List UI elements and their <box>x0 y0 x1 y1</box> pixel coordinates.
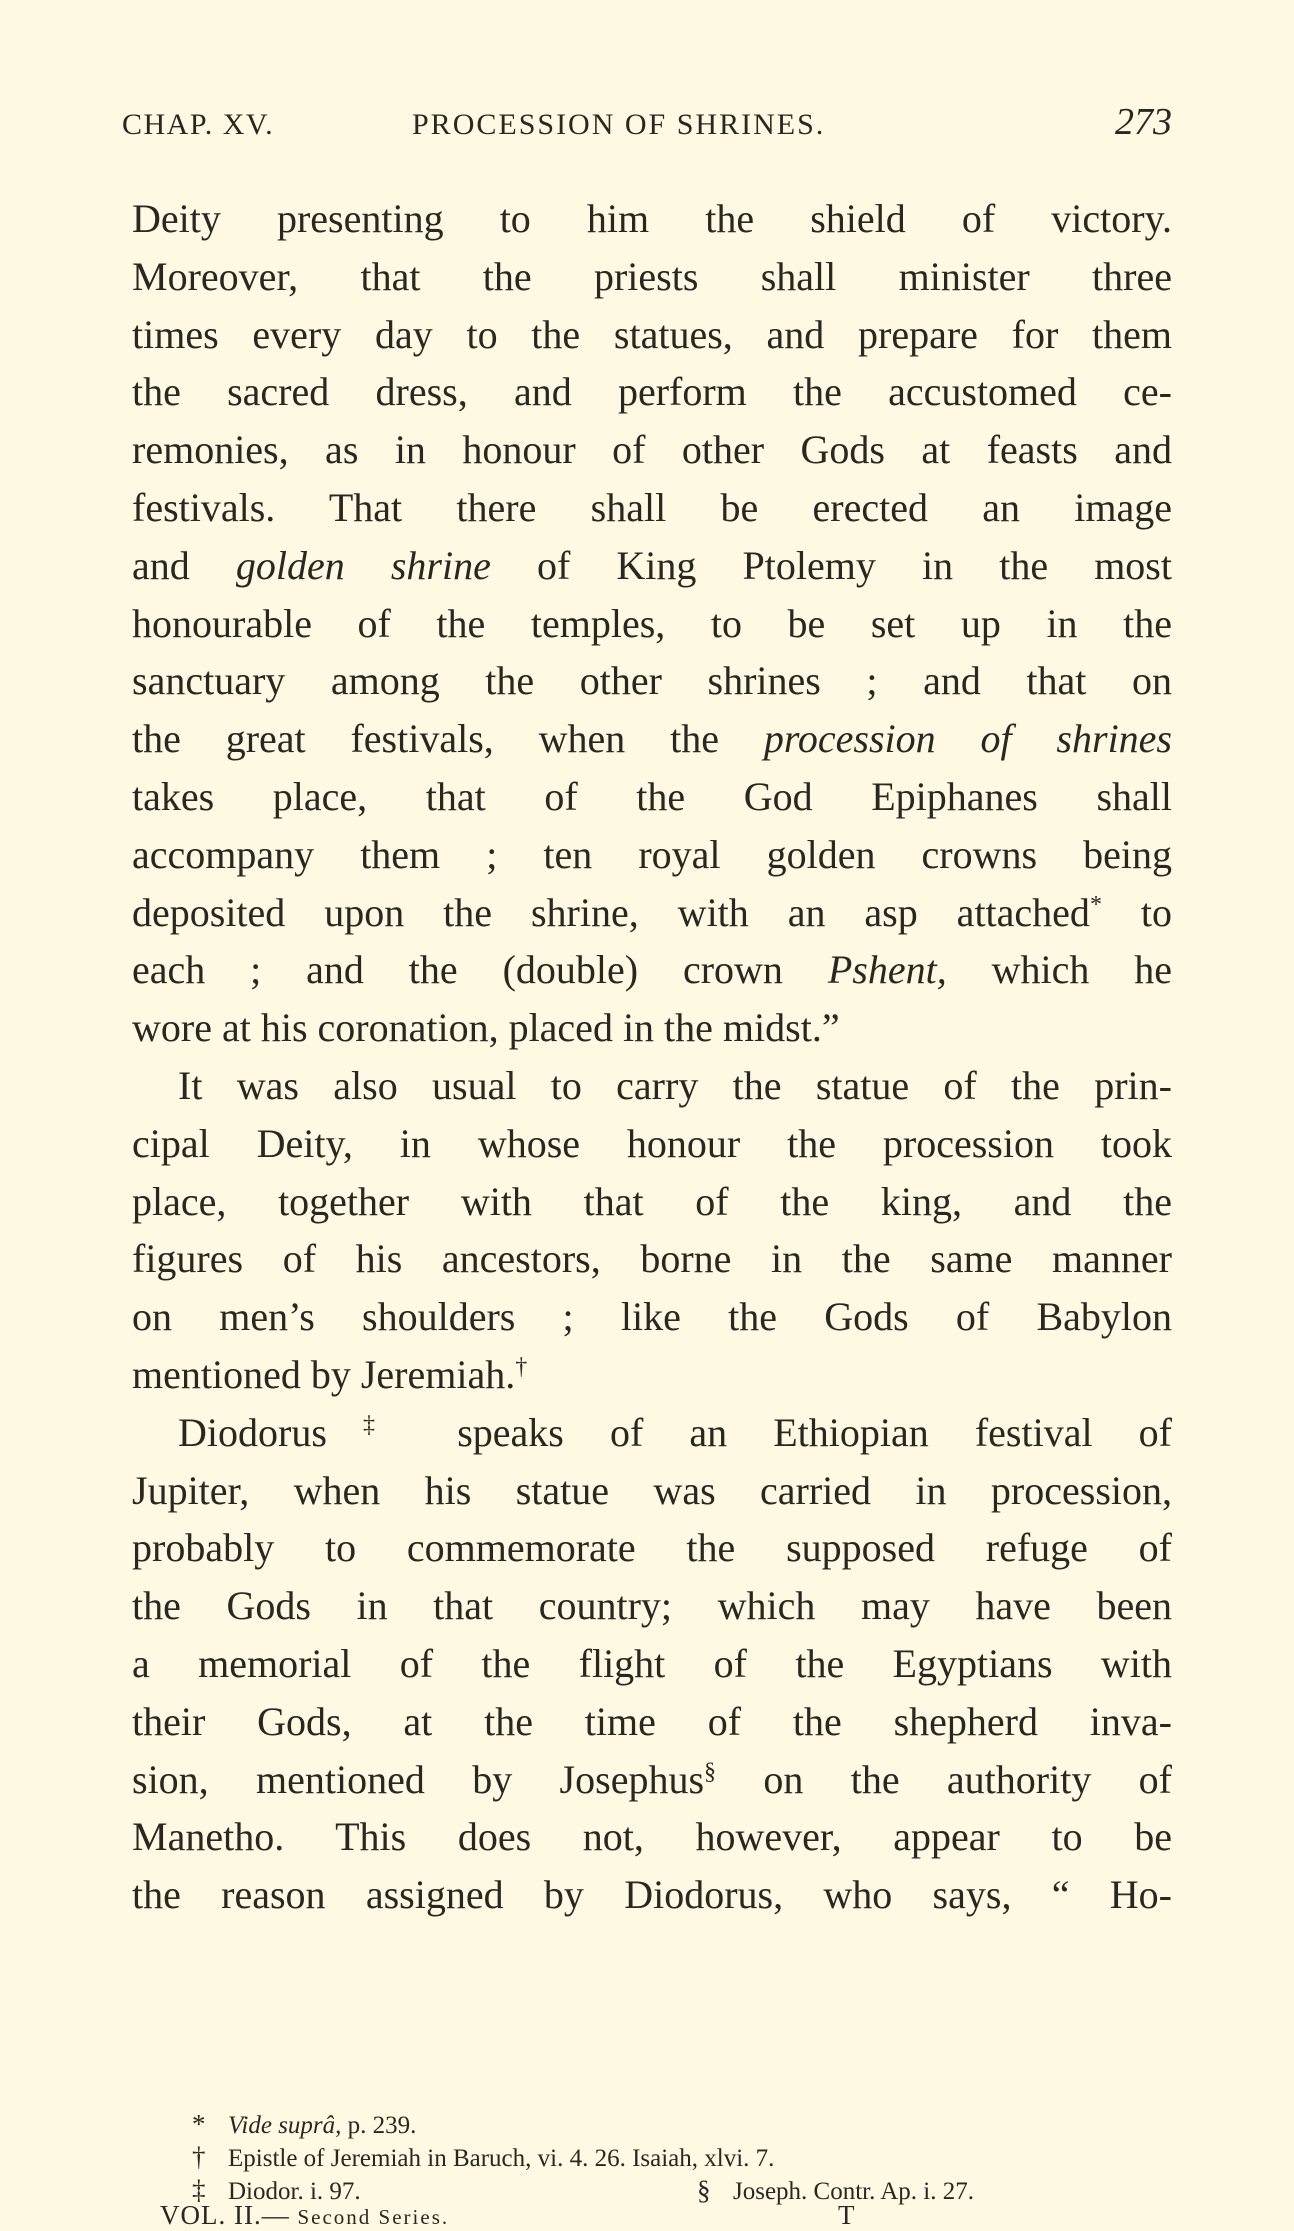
text-line <box>132 1057 1172 1115</box>
text-run: cipal Deity, in whose honour the procession took <box>132 1120 1172 1166</box>
text-line <box>132 826 1172 884</box>
text-line <box>132 1115 1172 1173</box>
footnote-1-italic: Vide suprâ, <box>228 2112 342 2139</box>
text-line <box>132 363 1172 421</box>
footnote-1 <box>192 2108 416 2140</box>
volume-label: VOL. II.— <box>160 2200 290 2230</box>
text-run: Diodorus <box>178 1409 327 1455</box>
footnote-1-text: p. 239. <box>341 2112 417 2139</box>
text-line <box>132 768 1172 826</box>
footnote-2 <box>192 2141 774 2173</box>
text-line <box>132 1173 1172 1231</box>
text-run: the sacred dress, and perform the accustomed ce- <box>132 369 1172 415</box>
text-line <box>132 1288 1172 1346</box>
text-line <box>132 1346 1172 1404</box>
text-run: their Gods, at the time of the shepherd inva- <box>132 1698 1172 1744</box>
text-run: remonies, as in honour of other Gods at feasts and <box>132 427 1172 473</box>
footnote-4-mark: § <box>697 2175 711 2205</box>
text-run: place, together with that of the king, and the <box>132 1178 1172 1224</box>
text-line <box>132 190 1172 248</box>
volume-signature <box>160 2200 860 2231</box>
text-run: each ; and the (double) crown <box>132 947 828 993</box>
text-line <box>132 1519 1172 1577</box>
text-line <box>132 595 1172 653</box>
text-run: takes place, that of the God Epiphanes shall <box>132 773 1172 819</box>
text-run: sion, mentioned by Josephus <box>132 1756 705 1802</box>
text-run: honourable of the temples, to be set up in the <box>132 600 1172 646</box>
text-line <box>132 1693 1172 1751</box>
text-run: Manetho. This does not, however, appear to be <box>132 1814 1172 1860</box>
text-run: which he <box>946 947 1172 993</box>
page-number: 273 <box>1115 101 1172 143</box>
italic-text: Pshent, <box>827 947 947 993</box>
text-run: deposited upon the shrine, with an asp attached <box>132 889 1090 935</box>
text-line <box>132 941 1172 999</box>
footnote-ref: ‡ <box>326 1411 412 1438</box>
text-line <box>132 652 1172 710</box>
footnote-ref: § <box>704 1758 717 1785</box>
text-run: speaks of an Ethiopian festival of <box>411 1409 1172 1455</box>
text-run: a memorial of the flight of the Egyptians with <box>132 1640 1172 1686</box>
text-run: festivals. That there shall be erected an image <box>132 484 1172 530</box>
text-run: and <box>132 542 236 588</box>
text-run: figures of his ancestors, borne in the same manner <box>132 1236 1172 1282</box>
text-run: Deity presenting to him the shield of victory. <box>132 196 1172 241</box>
footnote-3-text: Diodor. i. 97. <box>228 2178 361 2205</box>
footnote-ref: * <box>1089 891 1102 918</box>
italic-text: golden shrine <box>235 542 491 588</box>
text-line <box>132 248 1172 306</box>
series-label: Second Series. <box>297 2205 450 2229</box>
footnote-1-mark: * <box>192 2109 206 2139</box>
footnote-2-text: Epistle of Jeremiah in Baruch, vi. 4. 26. Isaiah, xlvi. 7. <box>228 2145 775 2172</box>
text-run: the reason assigned by Diodorus, who says, “ Ho- <box>132 1872 1172 1918</box>
footnote-4-text: Joseph. Contr. Ap. i. 27. <box>733 2178 974 2205</box>
text-line <box>132 999 1172 1057</box>
running-title: PROCESSION OF SHRINES. <box>412 108 826 141</box>
text-run: of King Ptolemy in the most <box>490 542 1172 588</box>
text-run: on the authority of <box>716 1756 1172 1802</box>
text-run: the Gods in that country; which may have been <box>132 1583 1172 1629</box>
text-line <box>132 1230 1172 1288</box>
text-run: sanctuary among the other shrines ; and that on <box>132 658 1172 704</box>
text-run: Moreover, that the priests shall minister three <box>132 253 1172 299</box>
text-run: to <box>1101 889 1172 935</box>
text-line <box>132 1751 1172 1809</box>
text-line <box>132 537 1172 595</box>
text-run: accompany them ; ten royal golden crowns being <box>132 831 1172 877</box>
italic-text: procession of shrines <box>763 716 1173 762</box>
text-line <box>132 306 1172 364</box>
text-line <box>132 1866 1172 1924</box>
text-run: mentioned by Jeremiah. <box>132 1351 516 1397</box>
text-line <box>132 1808 1172 1866</box>
text-run: wore at his coronation, placed in the midst.” <box>132 1005 840 1051</box>
footnote-3-mark: ‡ <box>192 2175 206 2205</box>
text-run: probably to commemorate the supposed refuge of <box>132 1525 1172 1571</box>
text-run: times every day to the statues, and prepare for them <box>132 311 1172 357</box>
text-line <box>132 1462 1172 1520</box>
text-line <box>132 1577 1172 1635</box>
text-run: the great festivals, when the <box>132 716 764 762</box>
text-line <box>132 884 1172 942</box>
text-line <box>132 479 1172 537</box>
text-run: It was also usual to carry the statue of the prin- <box>178 1062 1172 1108</box>
footnote-ref: † <box>515 1353 528 1380</box>
text-line <box>132 710 1172 768</box>
signature-mark: T <box>838 2200 855 2230</box>
running-head <box>122 100 1172 150</box>
text-line <box>132 1635 1172 1693</box>
chapter-label: CHAP. XV. <box>122 108 275 141</box>
text-run: on men’s shoulders ; like the Gods of Babylon <box>132 1294 1172 1340</box>
body-text <box>132 190 1172 1924</box>
text-line <box>132 421 1172 479</box>
text-line <box>132 1404 1172 1462</box>
text-run: Jupiter, when his statue was carried in procession, <box>132 1467 1172 1513</box>
footnote-2-mark: † <box>192 2142 206 2172</box>
